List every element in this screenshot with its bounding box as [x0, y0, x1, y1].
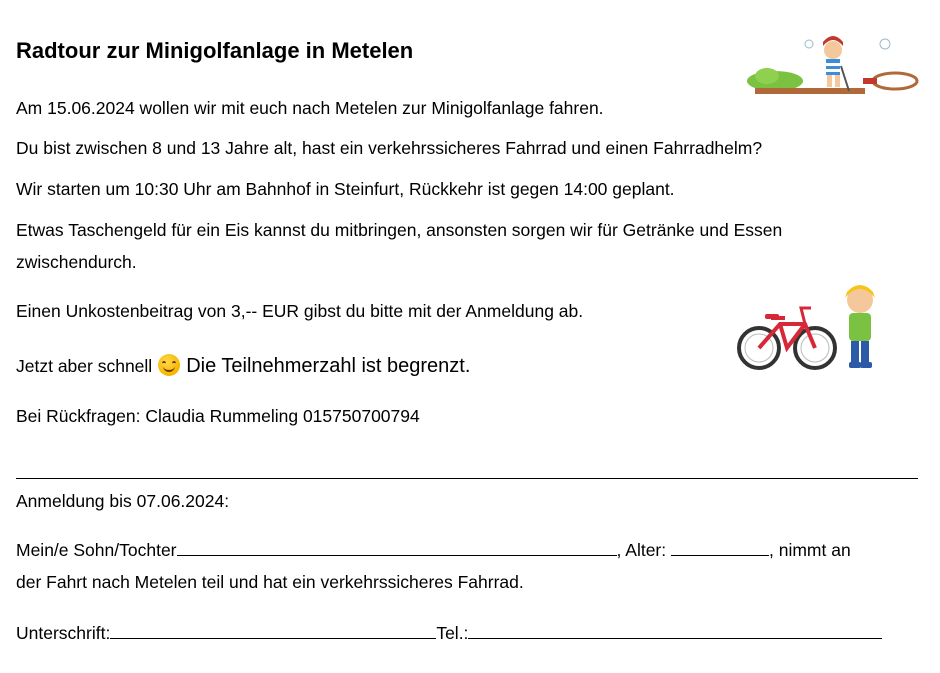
paragraph-money: Etwas Taschengeld für ein Eis kannst du mitbringen, ansonsten sorgen wir für Getränke und Essen zwischendurch. [16, 220, 783, 272]
form-line2: der Fahrt nach Metelen teil und hat ein verkehrssicheres Fahrrad. [16, 572, 524, 592]
bicycle-boy-illustration [735, 278, 885, 374]
form-child-line [16, 534, 851, 566]
phone-label: Tel.: [436, 623, 469, 643]
hurry-text: Jetzt aber schnell [16, 356, 153, 376]
minigolf-girl-illustration [745, 36, 920, 106]
cut-line [16, 478, 918, 479]
paragraph-hurry [16, 350, 470, 382]
hurry-limit-text: Die Teilnehmerzahl ist begrenzt. [186, 355, 471, 377]
signature-label: Unterschrift: [16, 623, 111, 643]
child-name-field[interactable] [177, 537, 617, 556]
paragraph-date: Am 15.06.2024 wollen wir mit euch nach Metelen zur Minigolfanlage fahren. [16, 98, 604, 118]
paragraph-contact: Bei Rückfragen: Claudia Rummeling 015750700794 [16, 406, 420, 426]
paragraph-start: Wir starten um 10:30 Uhr am Bahnhof in Steinfurt, Rückkehr ist gegen 14:00 geplant. [16, 179, 675, 199]
phone-field[interactable] [468, 620, 882, 639]
paragraph-age: Du bist zwischen 8 und 13 Jahre alt, hast ein verkehrssicheres Fahrrad und einen Fahrradhelm? [16, 138, 763, 158]
page-title: Radtour zur Minigolfanlage in Metelen [16, 38, 414, 63]
paragraph-fee: Einen Unkostenbeitrag von 3,-- EUR gibst du bitte mit der Anmeldung ab. [16, 301, 584, 321]
form-tail: , nimmt an [769, 540, 851, 560]
form-deadline: Anmeldung bis 07.06.2024: [16, 491, 230, 511]
age-field[interactable] [671, 537, 769, 556]
signature-field[interactable] [110, 620, 436, 639]
age-label: , Alter: [616, 540, 667, 560]
smiling-face-emoji [158, 354, 180, 376]
child-label: Mein/e Sohn/Tochter [16, 540, 177, 560]
form-signature-line [16, 617, 882, 649]
